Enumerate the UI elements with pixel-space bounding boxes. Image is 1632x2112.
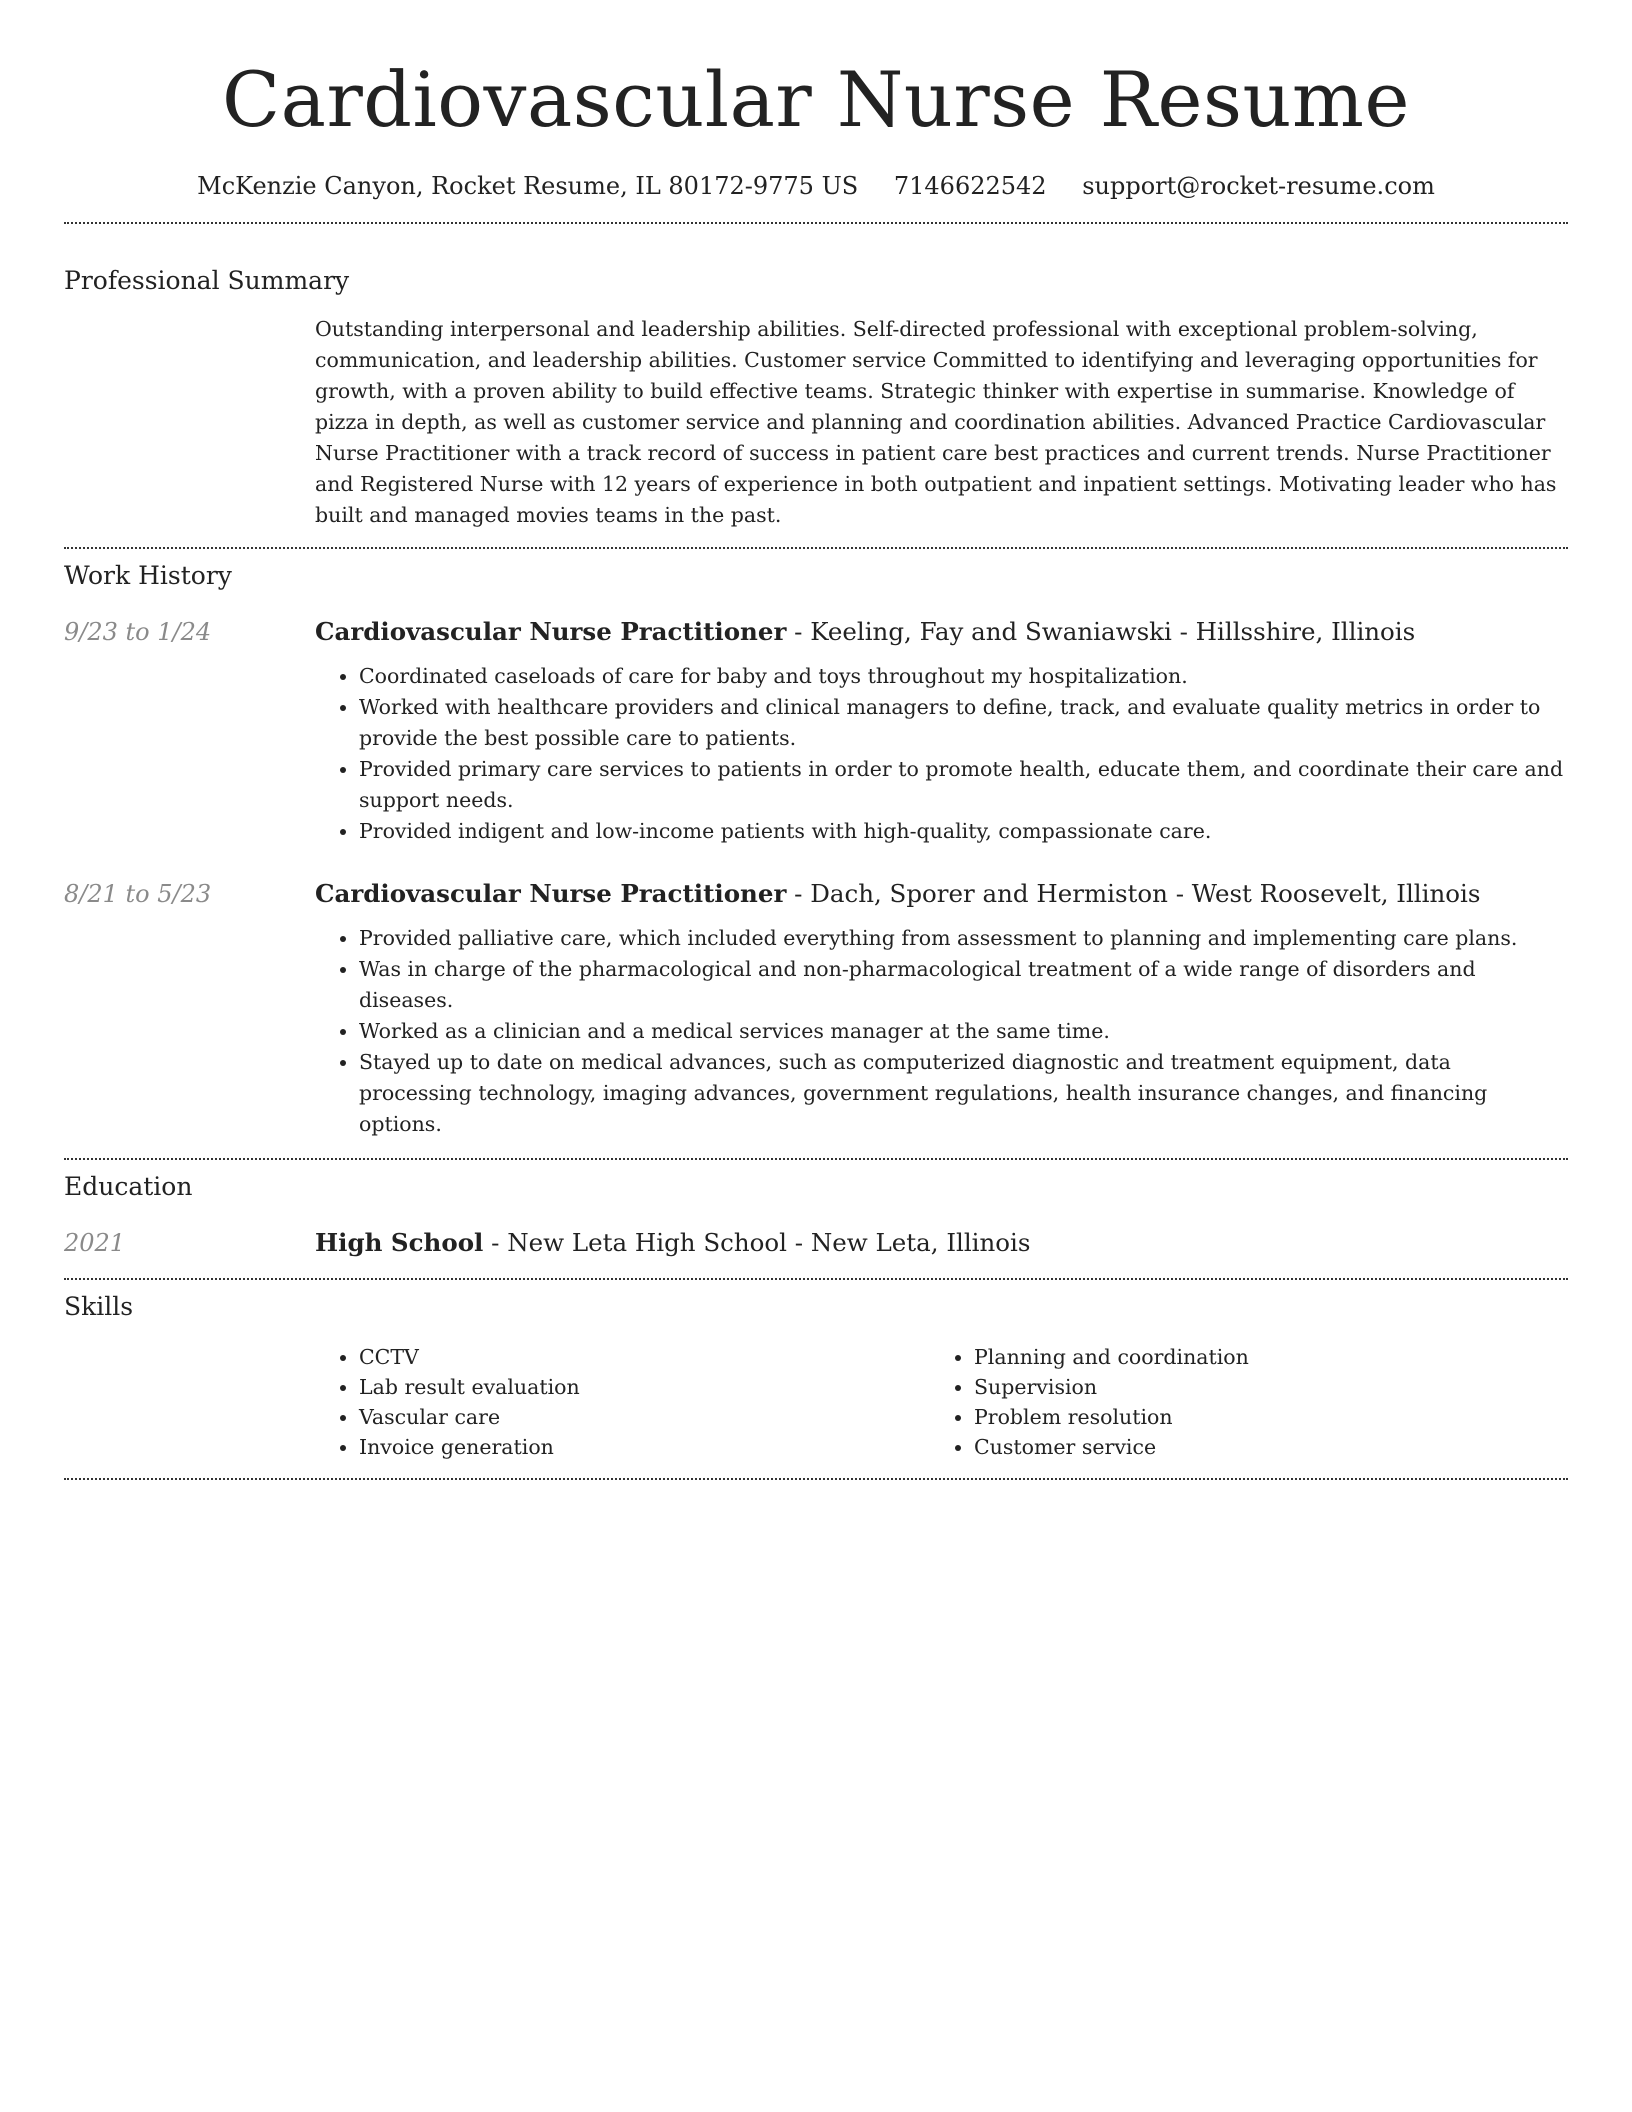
contact-line	[64, 170, 1568, 202]
contact-address: McKenzie Canyon, Rocket Resume, IL 80172-9775 US	[197, 172, 859, 200]
list-item: • Coordinated caseloads of care for baby and toys throughout my hospitalization.	[359, 661, 1568, 692]
education-entry	[64, 1226, 1568, 1260]
education-title	[315, 1226, 1568, 1260]
list-item: • Provided primary care services to patients in order to promote health, educate them, and coordinate their care and support needs.	[359, 754, 1568, 816]
job-entry	[64, 877, 1568, 1140]
job-dates: 8/21 to 5/23	[64, 880, 212, 908]
job-bullets	[315, 661, 1568, 847]
skills-list-right	[930, 1342, 1545, 1462]
job-role: Cardiovascular Nurse Practitioner	[315, 879, 787, 908]
education-details: - New Leta High School - New Leta, Illinois	[483, 1228, 1031, 1257]
skills-list-left	[315, 1342, 930, 1462]
work-heading: Work History	[64, 561, 232, 590]
list-item: • Customer service	[974, 1432, 1545, 1462]
job-details: - Keeling, Fay and Swaniawski - Hillsshire, Illinois	[786, 617, 1416, 646]
list-item: • Worked as a clinician and a medical services manager at the same time.	[359, 1016, 1568, 1047]
skills-divider	[64, 1478, 1568, 1480]
education-year: 2021	[64, 1229, 126, 1257]
summary-section	[64, 224, 1568, 547]
list-item: • Vascular care	[359, 1402, 930, 1432]
list-item: • Planning and coordination	[974, 1342, 1545, 1372]
contact-email: support@rocket-resume.com	[1082, 172, 1435, 200]
summary-text: Outstanding interpersonal and leadership abilities. Self-directed professional with exceptional problem-solving, communication, and leadership abilities. Customer service Committed to identifying and leveraging opportunities for growth, with a proven ability to build effective teams. Strategic thinker with expertise in summarise. Knowledge of pizza in depth, as well as customer service and planning and coordination abilities. Advanced Practice Cardiovascular Nurse Practitioner with a track record of success in patient care best practices and current trends. Nurse Practitioner and Registered Nurse with 12 years of experience in both outpatient and inpatient settings. Motivating leader who has built and managed movies teams in the past.	[315, 317, 1557, 527]
skills-columns	[315, 1342, 1568, 1462]
work-section	[64, 549, 1568, 1158]
summary-spacer	[64, 314, 315, 531]
list-item: • Invoice generation	[359, 1432, 930, 1462]
list-item: • Problem resolution	[974, 1402, 1545, 1432]
job-title	[315, 615, 1568, 649]
list-item: • Was in charge of the pharmacological and non-pharmacological treatment of a wide range of disorders and diseases.	[359, 954, 1568, 1016]
skills-spacer	[64, 1342, 315, 1462]
job-bullets	[315, 923, 1568, 1140]
summary-heading: Professional Summary	[64, 266, 350, 295]
job-role: Cardiovascular Nurse Practitioner	[315, 617, 787, 646]
education-heading: Education	[64, 1172, 193, 1201]
skills-section	[64, 1280, 1568, 1478]
list-item: • CCTV	[359, 1342, 930, 1372]
list-item: • Supervision	[974, 1372, 1545, 1402]
list-item: • Provided palliative care, which included everything from assessment to planning and implementing care plans.	[359, 923, 1568, 954]
job-title	[315, 877, 1568, 911]
list-item: • Worked with healthcare providers and clinical managers to define, track, and evaluate quality metrics in order to provide the best possible care to patients.	[359, 692, 1568, 754]
list-item: • Lab result evaluation	[359, 1372, 930, 1402]
page-title: Cardiovascular Nurse Resume	[222, 55, 1410, 144]
contact-phone: 7146622542	[893, 172, 1047, 200]
education-section	[64, 1160, 1568, 1278]
job-entry	[64, 615, 1568, 847]
skills-heading: Skills	[64, 1292, 134, 1321]
list-item: • Provided indigent and low-income patients with high-quality, compassionate care.	[359, 816, 1568, 847]
job-dates: 9/23 to 1/24	[64, 618, 212, 646]
education-degree: High School	[315, 1228, 484, 1257]
job-details: - Dach, Sporer and Hermiston - West Roosevelt, Illinois	[786, 879, 1481, 908]
list-item: • Stayed up to date on medical advances, such as computerized diagnostic and treatment equipment, data processing technology, imaging advances, government regulations, health insurance changes, and financing options.	[359, 1047, 1568, 1140]
